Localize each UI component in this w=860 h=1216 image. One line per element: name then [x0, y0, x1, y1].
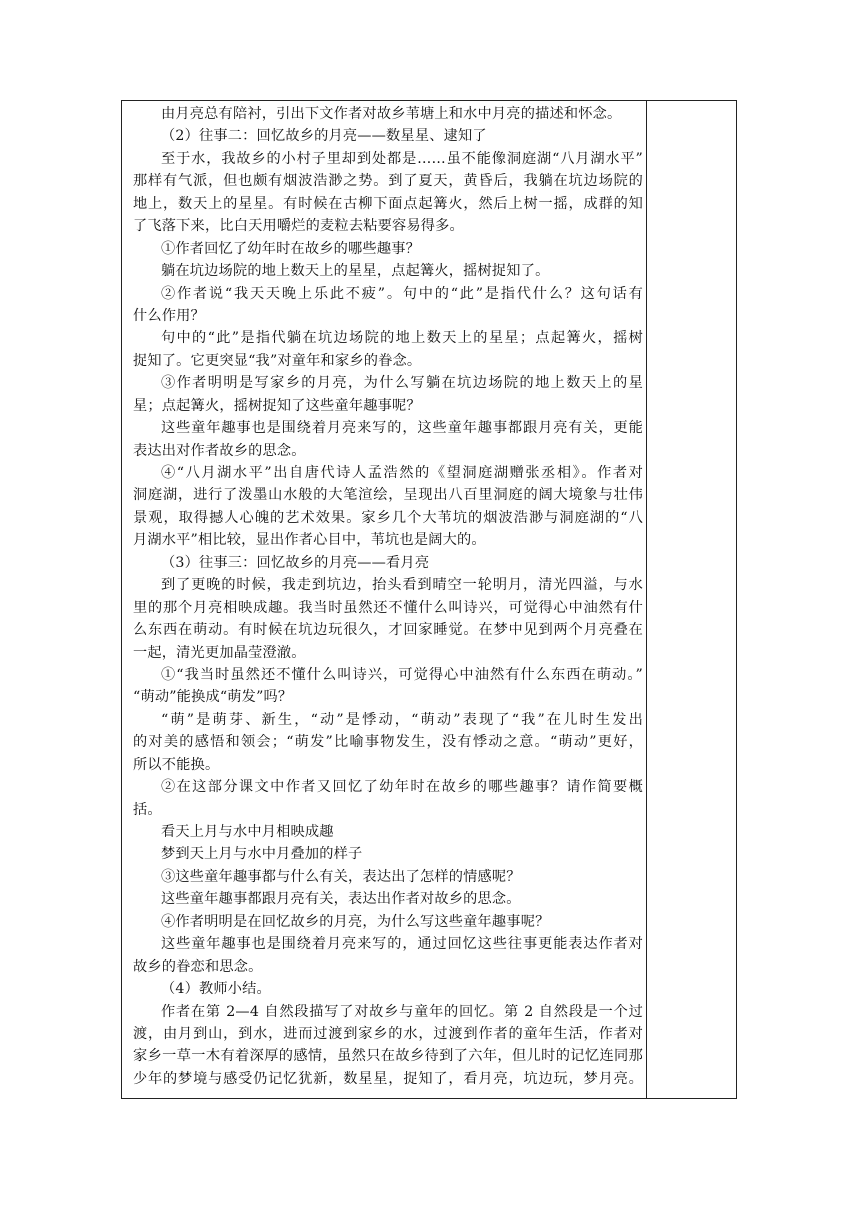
text-line: ②作者说“我天天晚上乐此不疲”。句中的“此”是指代什么？这句话有: [161, 285, 643, 302]
text-line: 躺在坑边场院的地上数天上的星星，点起篝火，摇树捉知了。: [161, 263, 550, 280]
text-line: （3）往事三：回忆故乡的月亮——看月亮: [161, 554, 430, 571]
text-line: ③这些童年趣事都与什么有关，表达出了怎样的情感呢？: [161, 868, 521, 885]
text-line: 所以不能换。: [133, 756, 220, 773]
text-line: ④“八月湖水平”出自唐代诗人孟浩然的《望洞庭湖赠张丞相》。作者对: [161, 465, 643, 481]
text-line: ④作者明明是在回忆故乡的月亮，为什么写这些童年趣事呢？: [161, 913, 550, 930]
text-line: 星；点起篝火，摇树捉知了这些童年趣事呢？: [133, 397, 421, 414]
text-line: 这些童年趣事也是围绕着月亮来写的，通过回忆这些往事更能表达作者对: [161, 936, 643, 953]
text-line: 句中的“此”是指代躺在坑边场院的地上数天上的星星；点起篝火，摇树: [161, 330, 643, 347]
text-line: 由月亮总有陪衬，引出下文作者对故乡苇塘上和水中月亮的描述和怀念。: [161, 106, 622, 122]
text-line: 洞庭湖，进行了泼墨山水般的大笔渲绘，呈现出八百里洞庭的阔大境象与壮伟: [133, 487, 643, 504]
text-line: 梦到天上月与水中月叠加的样子: [161, 846, 363, 863]
lesson-content-cell: [133, 103, 643, 1090]
text-line: 的对美的感悟和领会；“萌发”比喻事物发生，没有悸动之意。“萌动”更好，: [133, 734, 643, 751]
text-line: 表达出对作者故乡的思念。: [133, 442, 306, 459]
text-line: 至于水，我故乡的小村子里却到处都是……虽不能像洞庭湖“八月湖水平”: [161, 150, 643, 167]
text-line: 地上，数天上的星星。有时候在古柳下面点起篝火，然后上树一摇，成群的知: [133, 195, 643, 212]
text-line: 月湖水平”相比较，显出作者心目中，苇坑也是阔大的。: [133, 532, 486, 549]
text-line: 少年的梦境与感受仍记忆犹新，数星星，捉知了，看月亮，坑边玩，梦月亮。: [133, 1070, 643, 1087]
text-line: 里的那个月亮相映成趣。我当时虽然还不懂什么叫诗兴，可觉得心中油然有什: [133, 599, 643, 616]
text-line: “萌动”能换成“萌发”吗？: [133, 689, 293, 706]
text-line: 么东西在萌动。有时候在坑边玩很久，才回家睡觉。在梦中见到两个月亮叠在: [133, 622, 643, 639]
text-line: 渡，由月到山，到水，进而过渡到家乡的水，过渡到作者的童年生活，作者对: [133, 1025, 643, 1042]
text-line: 这些童年趣事也是围绕着月亮来写的，这些童年趣事都跟月亮有关，更能: [161, 420, 643, 437]
text-line: 到了更晚的时候，我走到坑边，抬头看到晴空一轮明月，清光四溢，与水: [161, 577, 643, 594]
text-line: ③作者明明是写家乡的月亮，为什么写躺在坑边场院的地上数天上的星: [161, 375, 643, 392]
text-line: 这些童年趣事都跟月亮有关，表达出作者对故乡的思念。: [161, 891, 521, 908]
text-line: 景观，取得撼人心魄的艺术效果。家乡几个大苇坑的烟波浩渺与洞庭湖的“八: [133, 509, 643, 526]
text-line: 故乡的眷恋和思念。: [133, 958, 263, 975]
text-line: 了飞落下来，比白天用嚼烂的麦粒去粘要容易得多。: [133, 218, 464, 235]
text-line: 捉知了。它更突显“我”对童年和家乡的眷念。: [133, 352, 422, 369]
text-line: 一起，清光更加晶莹澄澈。: [133, 644, 306, 661]
text-line: ①“我当时虽然还不懂什么叫诗兴，可觉得心中油然有什么东西在萌动。”: [161, 666, 643, 683]
column-divider: [646, 101, 647, 1098]
text-line: 看天上月与水中月相映成趣: [161, 824, 334, 840]
text-line: ①作者回忆了幼年时在故乡的哪些趣事？: [161, 240, 420, 257]
text-line: 括。: [133, 801, 162, 818]
document-table: [121, 100, 737, 1099]
text-line: “萌”是萌芽、新生，“动”是悸动，“萌动”表现了“我”在儿时生发出: [161, 711, 643, 728]
text-line: （2）往事二：回忆故乡的月亮——数星星、逮知了: [161, 128, 487, 145]
text-line: （4）教师小结。: [161, 981, 271, 998]
text-line: 什么作用？: [133, 307, 205, 324]
text-line: 家乡一草一木有着深厚的感情，虽然只在故乡待到了六年，但儿时的记忆连同那: [133, 1048, 643, 1065]
text-line: ②在这部分课文中作者又回忆了幼年时在故乡的哪些趣事？请作简要概: [161, 779, 643, 796]
text-line: 那样有气派，但也颇有烟波浩渺之势。到了夏天，黄昏后，我躺在坑边场院的: [133, 173, 643, 190]
text-line: 作者在第 2—4 自然段描写了对故乡与童年的回忆。第 2 自然段是一个过: [161, 1003, 643, 1020]
